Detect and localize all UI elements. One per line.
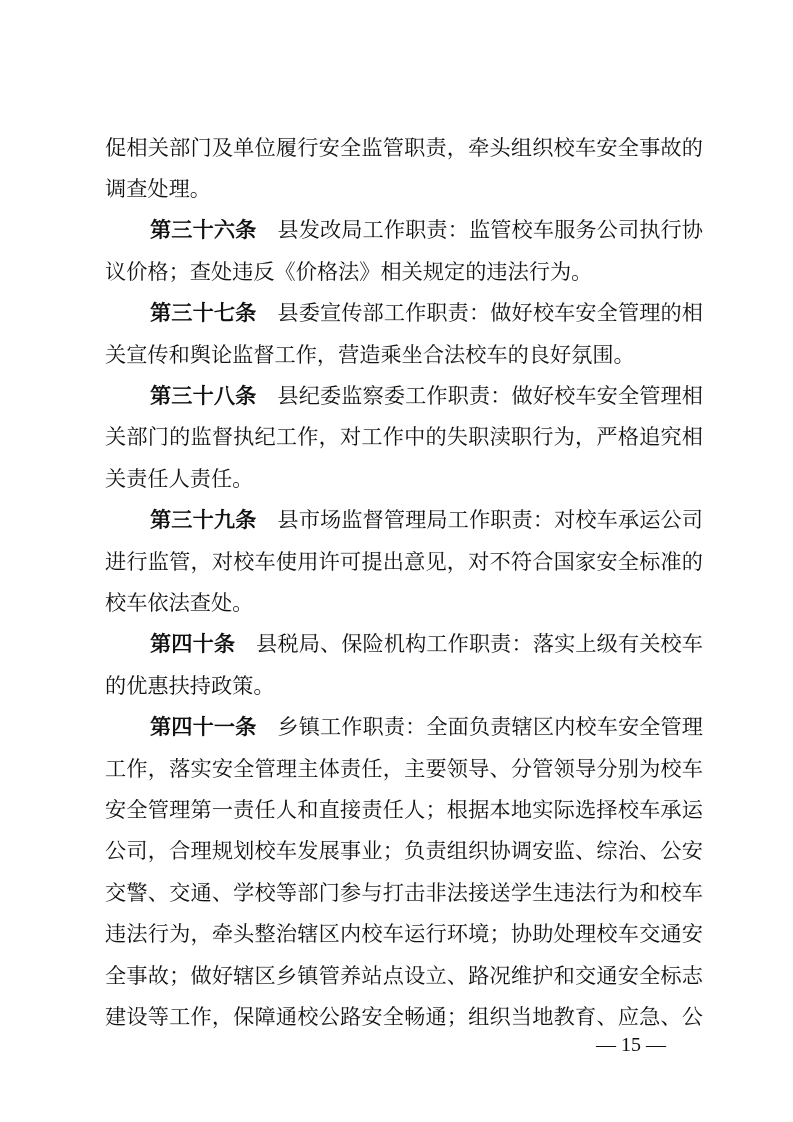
line-text: 县市场监督管理局工作职责：对校车承运公司	[277, 507, 703, 533]
text-line	[105, 839, 703, 863]
line-text: 县纪委监察委工作职责：做好校车安全管理相	[277, 383, 703, 409]
text-line	[105, 550, 703, 574]
line-text: 县税局、保险机构工作职责：落实上级有关校车	[256, 631, 703, 657]
document-body	[105, 136, 703, 1047]
text-line	[105, 425, 703, 449]
page-number: — 15 —	[596, 1034, 666, 1056]
text-line	[105, 798, 703, 822]
line-text: 关部门的监督执纪工作，对工作中的失职渎职行为，严格追究相	[105, 424, 703, 450]
line-text: 违法行为，牵头整治辖区内校车运行环境；协助处理校车交通安	[105, 921, 703, 947]
article-label: 第三十八条	[150, 383, 257, 409]
line-text: 乡镇工作职责：全面负责辖区内校车安全管理	[277, 714, 703, 740]
line-text: 公司，合理规划校车发展事业；负责组织协调安监、综治、公安	[105, 838, 703, 864]
line-text: 县委宣传部工作职责：做好校车安全管理的相	[277, 300, 703, 326]
paragraph	[105, 384, 703, 491]
text-line	[105, 757, 703, 781]
line-text: 县发改局工作职责：监管校车服务公司执行协	[277, 217, 703, 243]
line-text: 的优惠扶持政策。	[105, 672, 275, 698]
line-text: 调查处理。	[105, 176, 211, 202]
line-text: 建设等工作，保障通校公路安全畅通；组织当地教育、应急、公	[105, 1003, 703, 1029]
line-text: 关宣传和舆论监督工作，营造乘坐合法校车的良好氛围。	[105, 341, 635, 367]
text-line	[105, 467, 703, 491]
text-line	[105, 964, 703, 988]
line-text: 议价格；查处违反《价格法》相关规定的违法行为。	[105, 258, 593, 284]
line-text: 安全管理第一责任人和直接责任人；根据本地实际选择校车承运	[105, 796, 703, 822]
article-label: 第三十九条	[150, 507, 257, 533]
text-line	[105, 136, 703, 160]
paragraph	[105, 218, 703, 283]
text-line	[105, 674, 703, 698]
line-text: 校车依法查处。	[105, 589, 254, 615]
text-line	[105, 881, 703, 905]
line-text: 进行监管，对校车使用许可提出意见，对不符合国家安全标准的	[105, 548, 703, 574]
text-line	[105, 301, 703, 325]
text-line	[105, 632, 703, 656]
text-line	[105, 343, 703, 367]
article-label: 第三十六条	[150, 217, 257, 243]
text-line	[105, 177, 703, 201]
text-line	[105, 218, 703, 242]
line-text: 全事故；做好辖区乡镇管养站点设立、路况维护和交通安全标志	[105, 962, 703, 988]
line-text: 工作，落实安全管理主体责任，主要领导、分管领导分别为校车	[105, 755, 703, 781]
text-line	[105, 715, 703, 739]
paragraph	[105, 301, 703, 366]
text-line	[105, 591, 703, 615]
text-line	[105, 384, 703, 408]
paragraph	[105, 136, 703, 201]
article-label: 第三十七条	[150, 300, 257, 326]
text-line	[105, 260, 703, 284]
line-text: 交警、交通、学校等部门参与打击非法接送学生违法行为和校车	[105, 879, 703, 905]
text-line	[105, 922, 703, 946]
paragraph	[105, 715, 703, 1029]
article-label: 第四十条	[150, 631, 236, 657]
line-text: 关责任人责任。	[105, 465, 254, 491]
text-line	[105, 1005, 703, 1029]
line-text: 促相关部门及单位履行安全监管职责，牵头组织校车安全事故的	[105, 134, 703, 160]
paragraph	[105, 632, 703, 697]
article-label: 第四十一条	[150, 714, 257, 740]
text-line	[105, 508, 703, 532]
paragraph	[105, 508, 703, 615]
